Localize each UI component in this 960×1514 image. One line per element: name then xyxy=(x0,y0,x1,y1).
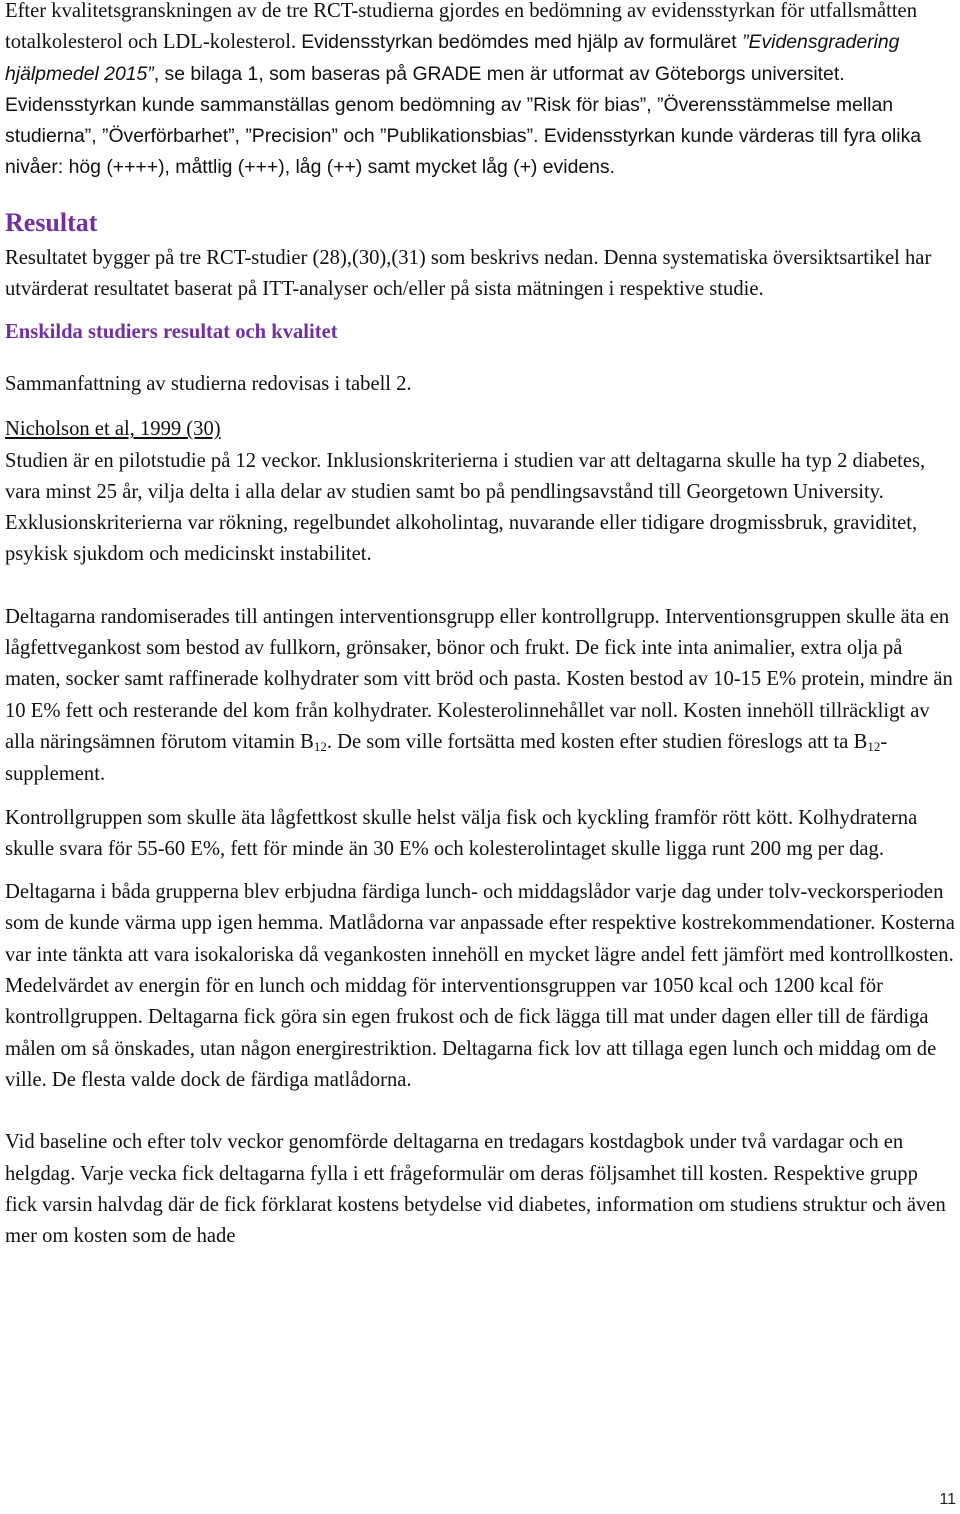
heading-individual-studies: Enskilda studiers resultat och kvalitet xyxy=(5,321,338,344)
paragraph-control-group: Kontrollgruppen som skulle äta lågfettkost skulle helst välja fisk och kyckling framför rött kött. Kolhydraterna skulle svara för 55-60 E%, fett för minde än 30 E% och kolesterolintaget skulle ligga runt 200 mg per dag. xyxy=(5,806,918,860)
text-evidence-levels: Evidensstyrkan kunde värderas till fyra olika nivåer: hög (++++), måttlig (+++), låg (++) samt mycket låg (+) evidens. xyxy=(5,125,922,179)
text-evidence-form-intro: Evidensstyrkan bedömdes med hjälp av formuläret xyxy=(301,31,743,54)
text-subscript: 12 xyxy=(313,738,327,754)
paragraph-results-intro: Resultatet bygger på tre RCT-studier (28),(30),(31) som beskrivs nedan. Denna systematiska översiktsartikel har utvärderat resultatet baserat på ITT-analyser och/eller på sista mätningen i respektive studie. xyxy=(5,246,932,301)
text-subscript: 12 xyxy=(867,738,881,754)
paragraph-randomization xyxy=(5,602,955,791)
paragraph-study-criteria: Studien är en pilotstudie på 12 veckor. Inklusionskriterierna i studien var att deltagarna skulle ha typ 2 diabetes, vara minst 25 år, vilja delta i alla delar av studien samt bo på pendlingsavstånd till Georgetown University. Exklusionskriterierna var rökning, regelbundet alkoholintag, nuvarande eller tidigare drogmissbruk, graviditet, psykisk sjukdom och medicinskt instabilitet. xyxy=(5,449,926,566)
text-form-title: ”Evidensgradering hjälpmedel 2015” xyxy=(5,31,900,85)
text-evidence-criteria: Evidensstyrkan kunde sammanställas genom bedömning av ”Risk för bias”, ”Överensstämmelse mellan studierna”, ”Överförbarhet”, ”Precision” och ”Publikationsbias”. xyxy=(5,93,894,148)
page-number: 11 xyxy=(939,1491,956,1508)
paragraph-evidence-grading xyxy=(5,0,955,184)
text-supplement-advice: . De som ville fortsätta med kosten efter studien föreslogs att ta B xyxy=(326,730,868,753)
document-page xyxy=(5,0,955,1252)
paragraph-meal-boxes: Deltagarna i båda grupperna blev erbjudna färdiga lunch- och middagslådor varje dag under tolv-veckorsperioden som de kunde värma upp igen hemma. Matlådorna var anpassade efter respektive kostrekommendationer. Kosterna var inte tänkta att vara isokaloriska då vegankosten innehöll en mycket lägre andel fett jämfört med kontrollkosten. Medelvärdet av energin för en lunch och middag för interventionsgruppen var 1050 kcal och 1200 kcal för kontrollgruppen. Deltagarna fick göra sin egen frukost och de fick lägga till mat under dagen eller till de färdiga målen om så önskades, utan någon energirestriktion. Deltagarna fick lov att tillaga egen lunch och middag om de ville. De flesta valde dock de färdiga matlådorna. xyxy=(5,881,955,1091)
paragraph-summary-table-ref: Sammanfattning av studierna redovisas i tabell 2. xyxy=(5,372,412,395)
paragraph-food-diary: Vid baseline och efter tolv veckor genomförde deltagarna en tredagars kostdagbok under två vardagar och en helgdag. Varje vecka fick deltagarna fylla i ett frågeformulär om deras följsamhet till kosten. Respektive grupp fick varsin halvdag där de fick förklarat kostens betydelse vid diabetes, information om studiens struktur och även mer om kosten som de hade xyxy=(5,1131,946,1248)
heading-nicholson-study: Nicholson et al, 1999 (30) xyxy=(5,418,221,441)
text-intervention-diet: Deltagarna randomiserades till antingen interventionsgrupp eller kontrollgrupp. Interventionsgruppen skulle äta en lågfettvegankost som bestod av fullkorn, grönsaker, bönor och frukt. De fick inte inta animalier, extra olja på maten, socker samt raffinerade kolhydrater som vitt bröd och pasta. Kosten bestod av 10-15 E% protein, mindre än 10 E% fett och resterande del kom från kolhydrater. Kolesterolinnehållet var noll. Kosten innehöll tillräckligt av alla näringsämnen förutom vitamin B xyxy=(5,605,953,753)
heading-resultat: Resultat xyxy=(5,207,98,237)
text-grade-basis: , se bilaga 1, som baseras på GRADE men är utformat av Göteborgs universitet. xyxy=(153,62,845,85)
text-supplement-end: -supplement. xyxy=(5,730,888,786)
text-quality-intro: Efter kvalitetsgranskningen av de tre RCT-studierna gjordes en bedömning av evidensstyrkan för utfallsmåtten totalkolesterol och LDL-kolesterol. xyxy=(5,0,917,54)
